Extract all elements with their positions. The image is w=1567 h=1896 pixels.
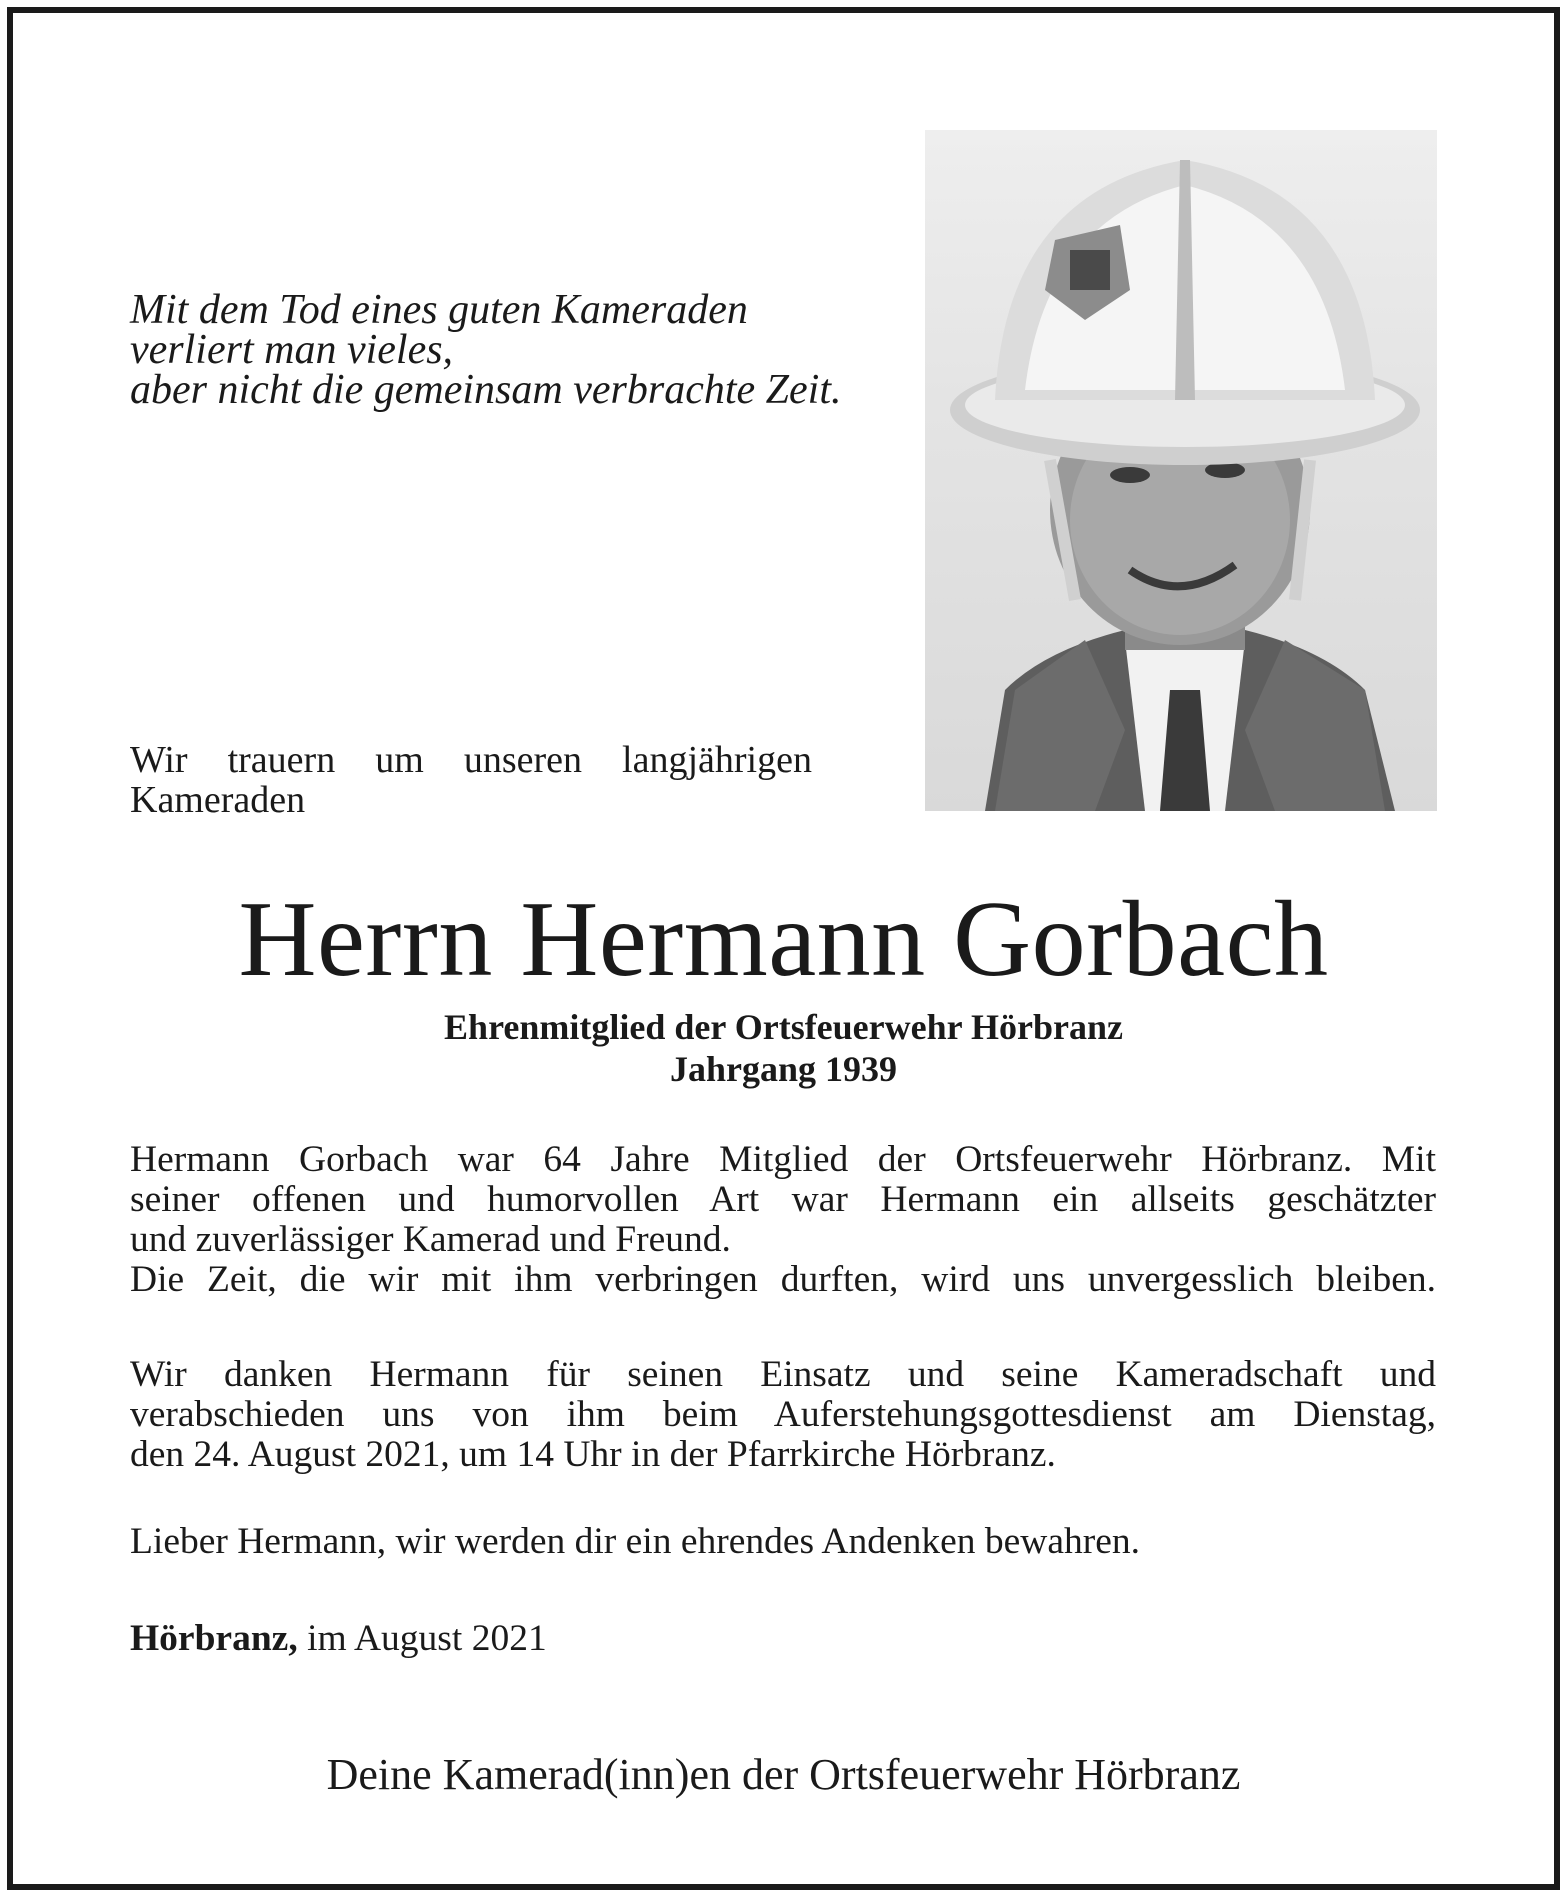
body-line: Hermann Gorbach war 64 Jahre Mitglied der Ortsfeuerwehr Hörbranz. Mit <box>130 1139 1436 1180</box>
mourning-line: Wir trauern um unseren langjährigen <box>130 739 812 781</box>
place-name: Hörbranz, <box>130 1618 298 1659</box>
body-line: den 24. August 2021, um 14 Uhr in der Pfarrkirche Hörbranz. <box>130 1434 1056 1475</box>
body-line: und zuverlässiger Kamerad und Freund. <box>130 1219 731 1260</box>
body-line: Die Zeit, die wir mit ihm verbringen durften, wird uns unvergesslich bleiben. <box>130 1259 1436 1300</box>
body-line: Wir danken Hermann für seinen Einsatz und seine Kameradschaft und <box>130 1354 1436 1395</box>
paragraph-farewell <box>130 1522 1436 1562</box>
portrait-illustration <box>925 130 1437 811</box>
body-line: verabschieden uns von ihm beim Auferstehungsgottesdienst am Dienstag, <box>130 1394 1436 1435</box>
mourning-intro <box>130 740 812 820</box>
date-text: im August 2021 <box>297 1618 547 1659</box>
body-line: Lieber Hermann, wir werden dir ein ehrendes Andenken bewahren. <box>130 1521 1141 1562</box>
deceased-name: Herrn Hermann Gorbach <box>238 880 1329 999</box>
quote-line: Mit dem Tod eines guten Kameraden <box>130 287 748 333</box>
signature: Deine Kamerad(inn)en der Ortsfeuerwehr Hörbranz <box>326 1750 1241 1799</box>
place-and-date <box>130 1619 1436 1659</box>
paragraph-membership <box>130 1140 1436 1300</box>
birth-year: Jahrgang 1939 <box>669 1049 898 1089</box>
honorary-title: Ehrenmitglied der Ortsfeuerwehr Hörbranz <box>444 1007 1123 1047</box>
quote-line: aber nicht die gemeinsam verbrachte Zeit. <box>130 367 842 413</box>
portrait-photo <box>925 130 1437 811</box>
paragraph-service <box>130 1355 1436 1475</box>
quote-line: verliert man vieles, <box>130 327 454 373</box>
memorial-quote <box>130 287 850 413</box>
mourning-line: Kameraden <box>130 779 306 821</box>
body-line: seiner offenen und humorvollen Art war Hermann ein allseits geschätzter <box>130 1179 1436 1220</box>
deceased-subtitle <box>0 1006 1567 1090</box>
